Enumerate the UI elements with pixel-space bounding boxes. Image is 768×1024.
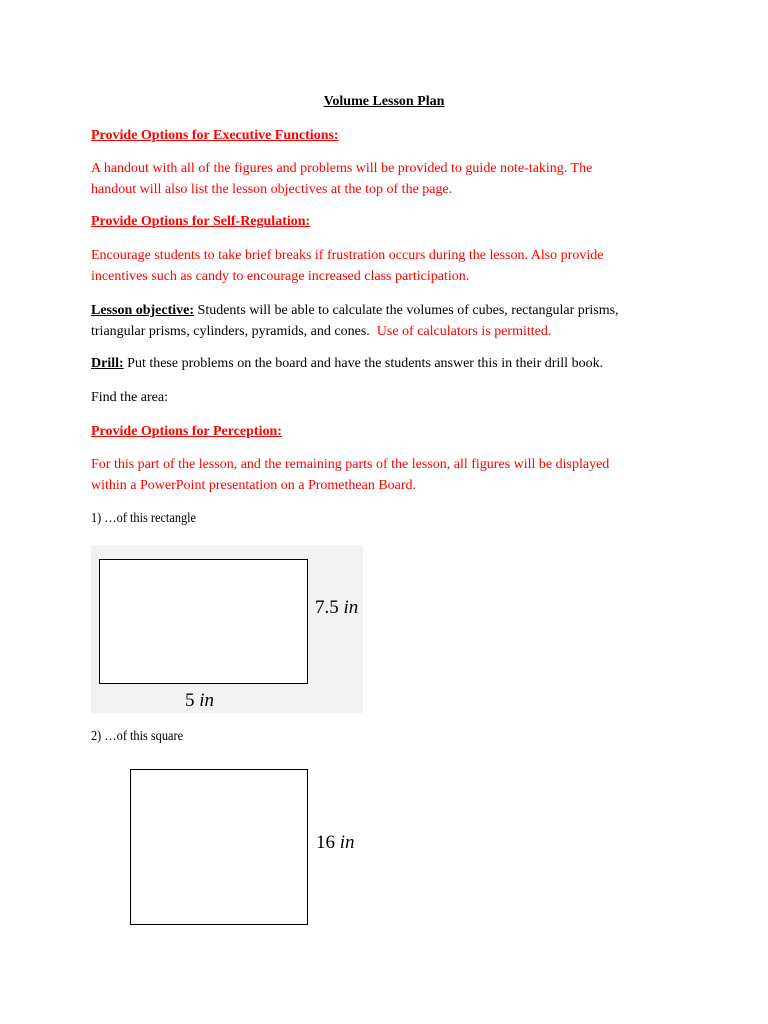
perception-heading: Provide Options for Perception:: [91, 424, 282, 439]
calculator-note: Use of calculators is permitted.: [369, 323, 552, 339]
paragraph-line: incentives such as candy to encourage increased class participation.: [91, 268, 470, 284]
self-regulation-paragraph: [91, 246, 671, 287]
paragraph-line: A handout with all of the figures and problems will be provided to guide note-taking. The: [91, 161, 593, 176]
square-side-label: 16 in: [316, 832, 355, 853]
lesson-objective-label: Lesson objective:: [91, 303, 195, 318]
executive-functions-heading: Provide Options for Executive Functions:: [91, 128, 339, 143]
executive-functions-paragraph: [91, 159, 671, 200]
self-regulation-heading: Provide Options for Self-Regulation:: [91, 214, 311, 229]
document-title: Volume Lesson Plan: [323, 94, 445, 109]
drill-text: Put these problems on the board and have the students answer this in their drill book.: [123, 356, 604, 371]
problem-1-label: 1) …of this rectangle: [91, 511, 197, 526]
paragraph-line: within a PowerPoint presentation on a Promethean Board.: [91, 477, 417, 493]
rectangle-figure: [91, 545, 363, 713]
square-shape: [130, 769, 308, 925]
lesson-objective-text: Students will be able to calculate the volumes of cubes, rectangular prisms,: [194, 303, 619, 318]
rectangle-height-label: 7.5 in: [315, 597, 359, 618]
lesson-objective-paragraph: [91, 301, 671, 342]
paragraph-line: [91, 301, 671, 322]
rectangle-shape: [99, 559, 308, 684]
drill-paragraph: [91, 354, 671, 375]
paragraph-line: handout will also list the lesson objectives at the top of the page.: [91, 181, 453, 197]
drill-label: Drill:: [91, 356, 124, 371]
lesson-objective-text-cont: triangular prisms, cylinders, pyramids, and cones.: [91, 323, 370, 339]
perception-paragraph: [91, 455, 671, 496]
find-area-text: Find the area:: [91, 390, 168, 405]
paragraph-line: [91, 322, 671, 343]
paragraph-line: Encourage students to take brief breaks if frustration occurs during the lesson. Also provide: [91, 248, 604, 263]
rectangle-width-label: 5 in: [185, 690, 215, 711]
problem-2-label: 2) …of this square: [91, 729, 184, 744]
paragraph-line: For this part of the lesson, and the remaining parts of the lesson, all figures will be displayed: [91, 457, 610, 472]
